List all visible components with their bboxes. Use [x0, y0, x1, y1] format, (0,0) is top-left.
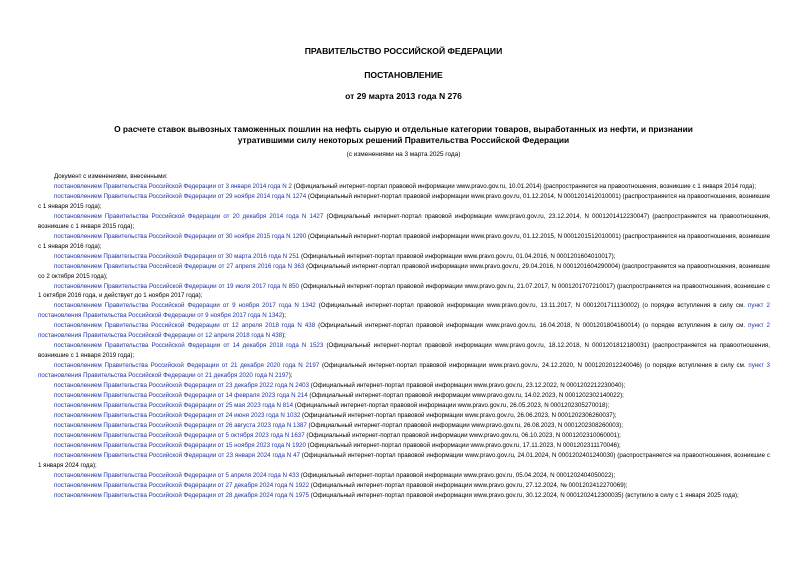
- amendment-entry: [38, 182, 770, 192]
- amendment-entry: [38, 431, 770, 441]
- amendment-details-end: );: [282, 312, 286, 320]
- amendment-link[interactable]: постановлением Правительства Российской Федерации от 12 апреля 2018 года N 438: [54, 322, 316, 330]
- amendment-details-end: );: [288, 372, 293, 380]
- amendment-details-end: );: [282, 332, 286, 340]
- amendment-link[interactable]: постановлением Правительства Российской Федерации от 9 ноября 2017 года N 1342: [54, 302, 316, 310]
- amendment-link[interactable]: постановлением Правительства Российской Федерации от 30 ноября 2015 года N 1290: [54, 232, 307, 240]
- government-heading: ПРАВИТЕЛЬСТВО РОССИЙСКОЙ ФЕДЕРАЦИИ: [304, 46, 503, 56]
- amendment-details: (Официальный интернет-портал правовой информации www.pravo.gov.ru, 30.12.2024, N 0001202412300035) (вступило в силу с 1 января 2025 года);: [309, 491, 739, 499]
- amendment-link[interactable]: постановлением Правительства Российской Федерации от 14 февраля 2023 года N 214: [54, 392, 308, 400]
- amendment-entry: [38, 361, 770, 381]
- amendment-entry: [38, 262, 770, 282]
- amendment-link[interactable]: постановлением Правительства Российской Федерации от 5 апреля 2024 года N 433: [54, 471, 300, 479]
- amendment-details: (Официальный интернет-портал правовой информации www.pravo.gov.ru, 24.12.2020, N 0001202012240046) (о порядке вступления в силу см.: [319, 362, 749, 370]
- amendment-details: (Официальный интернет-портал правовой информации www.pravo.gov.ru, 29.04.2016, N 0001201604290004) (распространяется на правоотношения, возникшие со 2 октября 2015 года);: [38, 262, 770, 280]
- amendment-link[interactable]: постановлением Правительства Российской Федерации от 26 августа 2023 года N 1387: [54, 421, 307, 429]
- document-type-heading: ПОСТАНОВЛЕНИЕ: [364, 70, 443, 80]
- amendment-details: (Официальный интернет-портал правовой информации www.pravo.gov.ru, 01.12.2015, N 0001201512010001) (распространяется на правоотношения, возникшие с 1 января 2016 года);: [38, 232, 771, 250]
- amendment-entry: [38, 321, 770, 341]
- amendment-details: (Официальный интернет-портал правовой информации www.pravo.gov.ru, 06.10.2023, N 0001202310060001);: [304, 431, 621, 439]
- document-title: О расчете ставок вывозных таможенных пошлин на нефть сырую и отдельные категории товаров, выработанных из нефти, и признании утратившими силу некоторых решений Правительства Российской Федерации: [114, 124, 693, 145]
- amendment-link[interactable]: постановлением Правительства Российской Федерации от 21 декабря 2020 года N 2197: [54, 362, 320, 370]
- amendment-link[interactable]: постановлением Правительства Российской Федерации от 3 января 2014 года N 2: [54, 183, 292, 190]
- amendment-entry: [38, 192, 770, 212]
- amendment-link[interactable]: постановлением Правительства Российской Федерации от 23 декабря 2022 года N 2403: [54, 382, 310, 390]
- amendment-entry: [38, 381, 770, 391]
- amendment-details: (Официальный интернет-портал правовой информации www.pravo.gov.ru, 21.07.2017, N 0001201707210017) (распространяется на правоотношения, возникшие с 1 октября 2016 года, и действует до 1 ноября 2017 года);: [38, 282, 770, 300]
- amendment-details: (Официальный интернет-портал правовой информации www.pravo.gov.ru, 24.01.2024, N 0001202401240030) (распространяется на правоотношения, возникшие с 1 января 2024 года);: [38, 451, 770, 469]
- amendment-details: (Официальный интернет-портал правовой информации www.pravo.gov.ru, 10.01.2014) (распространяется на правоотношения, возникшие с 1 января 2014 года);: [291, 183, 757, 190]
- amendment-details: (Официальный интернет-портал правовой информации www.pravo.gov.ru, 16.04.2018, N 0001201804160014) (о порядке вступления в силу см.: [315, 322, 749, 330]
- amendment-entry: [38, 282, 770, 302]
- amendment-entry: [38, 301, 770, 321]
- effective-clause-link[interactable]: пункт 2 постановления Правительства Российской Федерации от 12 апреля 2018 года N 438: [38, 322, 770, 340]
- amendment-link[interactable]: постановлением Правительства Российской Федерации от 27 апреля 2016 года N 363: [54, 262, 305, 270]
- amendment-details: (Официальный интернет-портал правовой информации www.pravo.gov.ru, 23.12.2014, N 0001201412230047) (распространяется на правоотношения, возникшие с 1 января 2015 года);: [38, 212, 770, 230]
- amendment-entry: [38, 212, 770, 232]
- document-revision-note: (с изменениями на 3 марта 2025 года): [346, 151, 461, 158]
- amendments-intro: Документ с изменениями, внесенными:: [54, 173, 168, 180]
- amendment-details: (Официальный интернет-портал правовой информации www.pravo.gov.ru, 27.12.2024, № 0001202412270069);: [309, 481, 628, 489]
- amendment-link[interactable]: постановлением Правительства Российской Федерации от 5 октября 2023 года N 1637: [54, 431, 305, 439]
- amendment-entry: [38, 451, 770, 471]
- amendment-entry: [38, 441, 770, 451]
- effective-clause-link[interactable]: пункт 3 постановления Правительства Российской Федерации от 21 декабря 2020 года N 2197: [38, 362, 770, 380]
- amendment-details: (Официальный интернет-портал правовой информации www.pravo.gov.ru, 13.11.2017, N 0001201711130002) (о порядке вступления в силу см.: [315, 302, 749, 310]
- amendment-details: (Официальный интернет-портал правовой информации www.pravo.gov.ru, 01.12.2014, N 0001201412010001) (распространяется на правоотношения, возникшие с 1 января 2015 года);: [38, 192, 771, 210]
- amendment-link[interactable]: постановлением Правительства Российской Федерации от 20 декабря 2014 года N 1427: [54, 212, 324, 220]
- amendment-details: (Официальный интернет-портал правовой информации www.pravo.gov.ru, 17.11.2023, N 0001202311170046);: [305, 441, 621, 449]
- amendment-details: (Официальный интернет-портал правовой информации www.pravo.gov.ru, 23.12.2022, N 0001202212230040);: [309, 382, 626, 390]
- amendment-link[interactable]: постановлением Правительства Российской Федерации от 28 декабря 2024 года N 1975: [54, 491, 310, 499]
- amendment-entry: [38, 471, 770, 481]
- amendment-details: (Официальный интернет-портал правовой информации www.pravo.gov.ru, 26.06.2023, N 0001202306260037);: [300, 411, 617, 419]
- amendment-details: (Официальный интернет-портал правовой информации www.pravo.gov.ru, 26.05.2023, N 0001202305270018);: [293, 401, 610, 409]
- amendment-link[interactable]: постановлением Правительства Российской Федерации от 19 июля 2017 года N 850: [54, 282, 299, 290]
- amendment-details: (Официальный интернет-портал правовой информации www.pravo.gov.ru, 18.12.2018, N 0001201812180031) (распространяется на правоотношения, возникшие с 1 января 2019 года);: [38, 342, 770, 360]
- amendment-entry: [38, 401, 770, 411]
- amendment-link[interactable]: постановлением Правительства Российской Федерации от 23 января 2024 года N 47: [54, 451, 300, 459]
- amendment-entry: [38, 391, 770, 401]
- amendment-entry: [38, 232, 770, 252]
- amendment-details: (Официальный интернет-портал правовой информации www.pravo.gov.ru, 01.04.2016, N 0001201604010017);: [299, 252, 616, 260]
- effective-clause-link[interactable]: пункт 2 постановления Правительства Российской Федерации от 9 ноября 2017 года N 1342: [38, 302, 770, 320]
- amendment-link[interactable]: постановлением Правительства Российской Федерации от 14 декабря 2018 года N 1523: [54, 342, 324, 350]
- amendment-link[interactable]: постановлением Правительства Российской Федерации от 24 июня 2023 года N 1032: [54, 411, 301, 419]
- amendments-list: [38, 182, 770, 501]
- amendment-entry: [38, 421, 770, 431]
- amendment-details: (Официальный интернет-портал правовой информации www.pravo.gov.ru, 26.08.2023, N 0001202308260003);: [306, 421, 623, 429]
- amendment-entry: [38, 481, 770, 491]
- amendment-details: (Официальный интернет-портал правовой информации www.pravo.gov.ru, 14.02.2023, N 0001202302140022);: [307, 392, 624, 400]
- amendment-entry: [38, 341, 770, 361]
- amendment-link[interactable]: постановлением Правительства Российской Федерации от 25 мая 2023 года N 814: [54, 401, 294, 409]
- amendment-entry: [38, 411, 770, 421]
- amendment-details: (Официальный интернет-портал правовой информации www.pravo.gov.ru, 05.04.2024, N 0001202404050022);: [299, 471, 616, 479]
- amendment-link[interactable]: постановлением Правительства Российской Федерации от 30 марта 2016 года N 251: [54, 252, 300, 260]
- amendment-entry: [38, 252, 770, 262]
- amendment-link[interactable]: постановлением Правительства Российской Федерации от 15 ноября 2023 года N 1920: [54, 441, 306, 449]
- amendment-link[interactable]: постановлением Правительства Российской Федерации от 27 декабря 2024 года N 1922: [54, 481, 310, 489]
- amendment-entry: [38, 491, 770, 501]
- document-date-number: от 29 марта 2013 года N 276: [345, 91, 462, 101]
- amendment-link[interactable]: постановлением Правительства Российской Федерации от 29 ноября 2014 года N 1274: [54, 192, 307, 200]
